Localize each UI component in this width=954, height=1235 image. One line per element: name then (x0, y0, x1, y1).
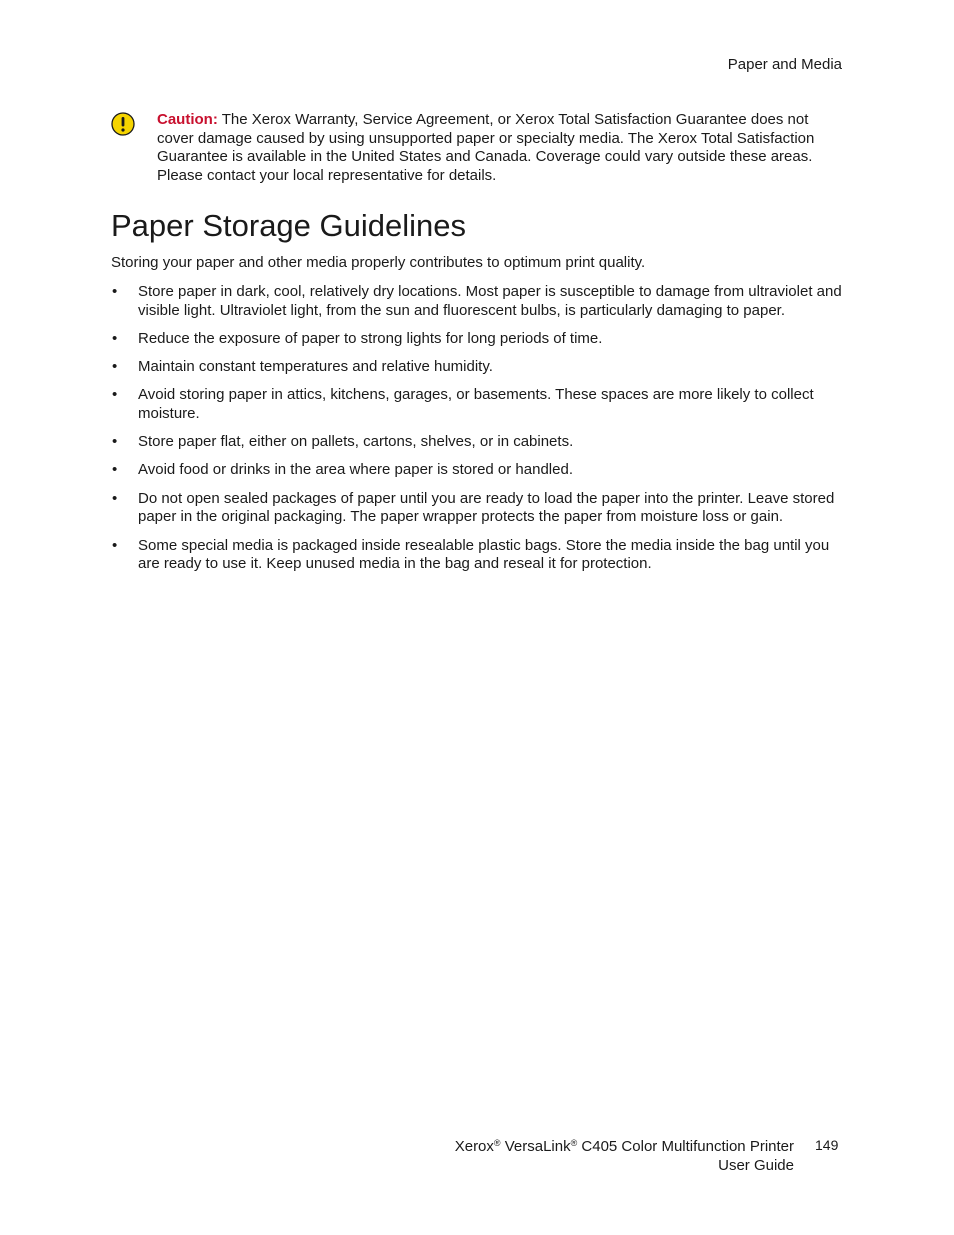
page-number: 149 (815, 1137, 839, 1153)
registered-mark: ® (570, 1138, 578, 1148)
list-item-text: Avoid food or drinks in the area where paper is stored or handled. (138, 461, 573, 479)
bullet-icon: • (112, 461, 118, 479)
intro-paragraph: Storing your paper and other media properly contributes to optimum print quality. (111, 254, 646, 271)
list-item-text: Store paper in dark, cool, relatively dry locations. Most paper is susceptible to damage from ultraviolet and visible light. Ultraviolet light, from the sun and fluorescent bulbs, is particularly damaging to paper. (138, 283, 842, 319)
list-item (111, 358, 846, 377)
list-item-text: Reduce the exposure of paper to strong lights for long periods of time. (138, 329, 603, 347)
bullet-icon: • (112, 358, 118, 376)
list-item-text: Some special media is packaged inside resealable plastic bags. Store the media inside the bag until you are ready to use it. Keep unused media in the bag and reseal it for protection. (138, 536, 830, 573)
list-item-text: Do not open sealed packages of paper until you are ready to load the paper into the printer. Leave stored paper in the original packaging. The paper wrapper protects the paper from moisture loss or gain. (138, 489, 835, 526)
footer-product-line (455, 1137, 794, 1156)
list-item (111, 537, 846, 574)
list-item-text: Avoid storing paper in attics, kitchens, garages, or basements. These spaces are more likely to collect moisture. (138, 386, 814, 423)
caution-icon (111, 112, 135, 136)
list-item (111, 386, 846, 423)
bullet-icon: • (112, 433, 118, 451)
caution-label: Caution: (157, 111, 218, 128)
bullet-icon: • (112, 386, 118, 404)
caution-notice (111, 111, 841, 186)
footer-brand: Xerox (454, 1138, 494, 1155)
registered-mark: ® (493, 1138, 501, 1148)
list-item-text: Store paper flat, either on pallets, cartons, shelves, or in cabinets. (138, 433, 574, 451)
list-item (111, 461, 846, 480)
storage-guidelines-list (111, 283, 846, 583)
caution-body: The Xerox Warranty, Service Agreement, or Xerox Total Satisfaction Guarantee does not cover damage caused by using unsupported paper or specialty media. The Xerox Total Satisfaction Guarantee is available in the United States and Canada. Coverage could vary outside these areas. Please contact your local representative for details. (157, 111, 815, 185)
bullet-icon: • (112, 489, 118, 507)
list-item (111, 283, 846, 320)
footer-product: VersaLink (504, 1138, 571, 1155)
bullet-icon: • (112, 283, 118, 300)
page-title: Paper Storage Guidelines (111, 208, 467, 243)
running-header: Paper and Media (727, 56, 842, 73)
list-item (111, 490, 846, 527)
caution-text (157, 111, 841, 186)
list-item (111, 433, 846, 452)
footer-doc-type: User Guide (718, 1157, 794, 1174)
list-item-text: Maintain constant temperatures and relative humidity. (138, 358, 493, 376)
footer-model: C405 Color Multifunction Printer (581, 1138, 794, 1155)
list-item (111, 330, 846, 349)
footer-product-info (455, 1137, 794, 1175)
bullet-icon: • (112, 329, 118, 347)
bullet-icon: • (112, 536, 118, 554)
